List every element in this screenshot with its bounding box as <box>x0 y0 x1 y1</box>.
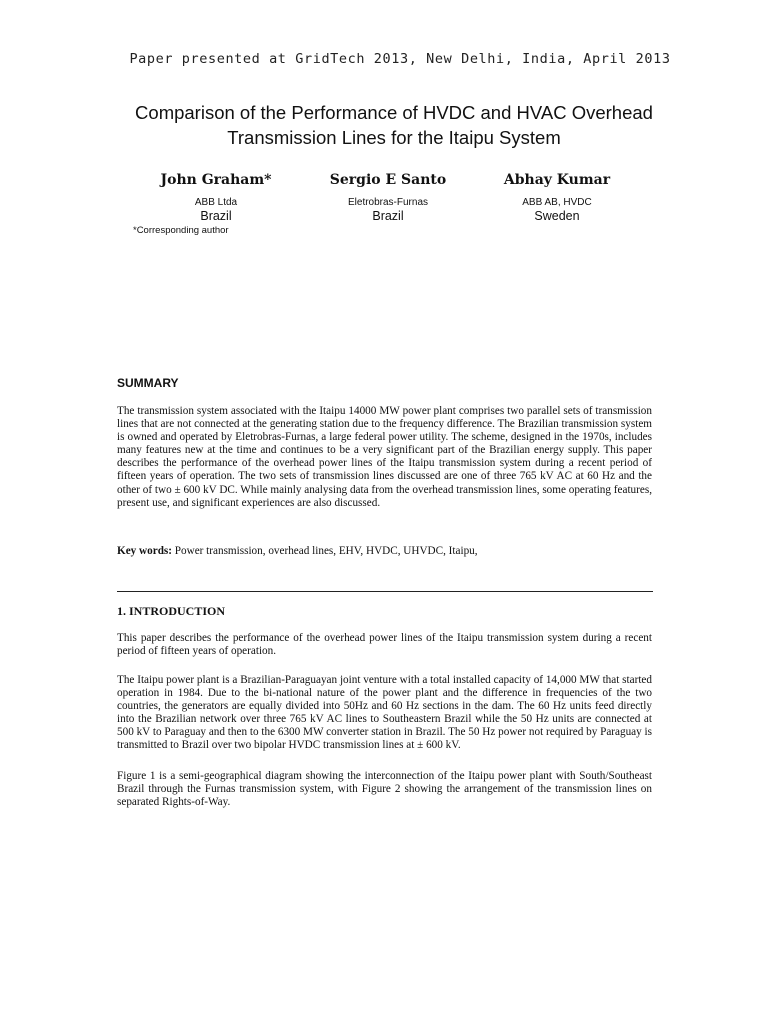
author-2-name: Sergio E Santo <box>329 172 447 188</box>
keywords-line <box>117 545 652 558</box>
paper-title <box>104 100 684 150</box>
author-1-name: John Graham* <box>160 172 272 188</box>
intro-paragraph-1: This paper describes the performance of the overhead power lines of the Itaipu transmission system during a recent period of fifteen years of operation. <box>117 632 652 658</box>
author-2-country: Brazil <box>372 209 404 223</box>
title-line-1: Comparison of the Performance of HVDC and HVAC Overhead <box>135 102 653 123</box>
keywords-text: Power transmission, overhead lines, EHV, HVDC, UHVDC, Itaipu, <box>174 545 478 557</box>
author-1-country: Brazil <box>200 209 232 223</box>
author-3-affiliation: ABB AB, HVDC <box>522 197 592 208</box>
author-1-affiliation: ABB Ltda <box>194 197 238 208</box>
intro-paragraph-3: Figure 1 is a semi-geographical diagram showing the interconnection of the Itaipu power plant with South/Southeast Brazil through the Furnas transmission system, with Figure 2 showing the arrangement of the transmission lines on separated Rights-of-Way. <box>117 770 652 809</box>
intro-paragraph-2: The Itaipu power plant is a Brazilian-Paraguayan joint venture with a total installed capacity of 14,000 MW that started operation in 1984. Due to the bi-national nature of the power plant and the difference in frequencies of the two countries, the generators are equally divided into 50Hz and 60 Hz sections in the dam. The 60 Hz units feed directly into the Brazilian network over three 765 kV AC lines to Southeastern Brazil while the 50 Hz units are connected at 500 kV to Paraguay and then to the 6300 MW converter station in Brazil. The 50 Hz power not required by Paraguay is transmitted to Brazil over two bipolar HVDC transmission lines at ± 600 kV. <box>117 674 652 752</box>
author-3-name: Abhay Kumar <box>503 172 611 188</box>
summary-heading: SUMMARY <box>117 376 179 390</box>
title-line-2: Transmission Lines for the Itaipu System <box>227 127 561 148</box>
author-2-affiliation: Eletrobras-Furnas <box>347 197 429 208</box>
keywords-label: Key words: <box>117 545 172 557</box>
author-3-country: Sweden <box>534 209 580 223</box>
section-divider <box>117 591 653 592</box>
introduction-heading: 1. INTRODUCTION <box>117 604 226 618</box>
summary-paragraph: The transmission system associated with the Itaipu 14000 MW power plant comprises two parallel sets of transmission lines that are not connected at the generating station due to the frequency difference. The Brazilian transmission system is owned and operated by Eletrobras-Furnas, a large federal power utility. The scheme, designed in the 1970s, includes many features new at the time and continues to be a very significant part of the Brazilian energy supply. This paper describes the performance of the overhead power lines of the Itaipu transmission system during a recent period of fifteen years of operation. The two sets of transmission lines discussed are one of three 765 kV AC at 60 Hz and the other of two ± 600 kV DC. While mainly analysing data from the overhead transmission lines, some operating features, present use, and significant experiences are also discussed. <box>117 405 652 509</box>
corresponding-author-note: *Corresponding author <box>133 225 229 236</box>
conference-note: Paper presented at GridTech 2013, New Delhi, India, April 2013 <box>129 51 671 67</box>
